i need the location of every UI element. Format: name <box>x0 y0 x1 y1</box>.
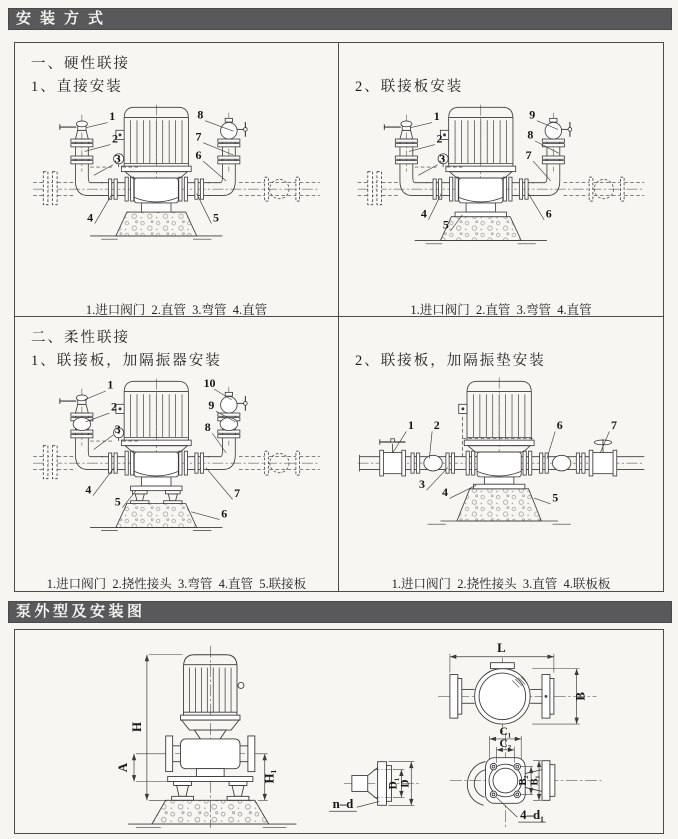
group-heading-rigid: 一、硬性联接 <box>31 56 130 72</box>
dim-label: A <box>116 762 131 773</box>
callout-number: 10 <box>203 375 216 390</box>
dim-label: B₂ <box>518 775 530 786</box>
dim-label: L <box>497 640 506 655</box>
pump-install-scene <box>15 374 338 532</box>
callout-number: 3 <box>114 151 121 166</box>
dim-label: C₁ <box>499 725 512 738</box>
dim-label: D <box>399 779 412 788</box>
group-heading-empty <box>339 327 663 350</box>
pump-outline-drawing <box>14 629 664 834</box>
sub-heading-direct-install: 1、直接安装 <box>31 79 123 95</box>
callout-number: 4 <box>85 482 92 497</box>
caption-line-1: 1.进口阀门 2.挠性接头 3.直管 4.联板板 <box>391 576 611 591</box>
callout-number: 1 <box>109 109 116 124</box>
callout-number: 8 <box>197 107 204 122</box>
install-methods-panel <box>14 42 664 592</box>
dim-label: H <box>129 722 144 733</box>
callout-number: 6 <box>556 418 563 433</box>
outline-drawing-scene <box>15 630 663 833</box>
callout-number: 2 <box>111 399 118 414</box>
dim-label: n–d <box>332 797 354 812</box>
callout-number: 4 <box>420 206 427 221</box>
callout-number: 6 <box>195 147 202 162</box>
dim-label: 4–d₁ <box>520 808 545 823</box>
callout-number: 7 <box>195 129 202 144</box>
quadrant-flexible-pad <box>339 317 663 591</box>
sub-heading-isolator-install: 1、联接板，加隔振器安装 <box>31 353 222 369</box>
dim-label: D₁ <box>387 777 400 790</box>
callout-number: 5 <box>213 210 219 225</box>
pump-install-scene <box>15 100 338 258</box>
dim-label: H₁ <box>262 769 277 784</box>
pump-install-scene-horizontal <box>339 374 663 532</box>
quadrant-rigid-direct <box>15 43 339 317</box>
callout-number: 6 <box>221 506 228 521</box>
callout-number: 4 <box>441 485 448 500</box>
sub-heading-pad-install: 2、联接板，加隔振垫安装 <box>355 353 546 369</box>
callout-number: 2 <box>111 131 118 146</box>
caption-plate-install <box>339 262 663 317</box>
callout-number: 8 <box>204 419 211 434</box>
quadrant-rigid-plate <box>339 43 663 317</box>
dim-label: B₁ <box>529 775 541 786</box>
caption-line-1: 1.进口阀门 2.直管 3.弯管 4.直管 <box>410 302 592 317</box>
callout-number: 1 <box>433 109 440 124</box>
callout-number: 2 <box>433 418 440 433</box>
callout-number: 2 <box>436 131 443 146</box>
section-header-install <box>8 8 672 30</box>
quadrant-flexible-isolator <box>15 317 339 591</box>
pump-install-scene <box>339 100 663 258</box>
callout-number: 9 <box>529 107 536 122</box>
callout-number: 3 <box>114 421 121 436</box>
callout-number: 4 <box>87 210 94 225</box>
sub-heading-plate-install: 2、联接板安装 <box>355 79 464 95</box>
callout-number: 7 <box>611 418 617 433</box>
caption-line-1: 1.进口阀门 2.挠性接头 3.弯管 4.直管 5.联接板 <box>46 576 307 591</box>
callout-number: 5 <box>552 490 559 505</box>
caption-isolator-install <box>15 536 338 591</box>
caption-pad-install <box>339 536 663 591</box>
dim-label: B <box>573 692 588 701</box>
dim-label: C₂ <box>499 737 512 750</box>
callout-number: 5 <box>442 217 449 232</box>
callout-number: 7 <box>525 147 532 162</box>
section-title-outline: 泵外型及安装图 <box>16 604 146 620</box>
section-header-outline <box>8 601 672 623</box>
callout-number: 3 <box>419 476 425 491</box>
diagram-plate-install <box>339 100 663 258</box>
section-title-install: 安装方式 <box>16 11 113 27</box>
group-heading-empty <box>339 53 663 76</box>
callout-number: 3 <box>439 151 446 166</box>
callout-number: 7 <box>234 486 241 501</box>
callout-number: 9 <box>208 397 215 412</box>
callout-number: 6 <box>545 206 552 221</box>
callout-number: 5 <box>114 494 121 509</box>
caption-line-1: 1.进口阀门 2.直管 3.弯管 4.直管 <box>85 302 268 317</box>
group-heading-flexible: 二、柔性联接 <box>31 330 130 346</box>
callout-number: 1 <box>407 418 414 433</box>
callout-number: 1 <box>107 377 114 392</box>
diagram-direct-install <box>15 100 338 258</box>
caption-direct-install <box>15 262 338 317</box>
callout-number: 8 <box>527 127 534 142</box>
diagram-pad-install <box>339 374 663 532</box>
diagram-isolator-install <box>15 374 338 532</box>
